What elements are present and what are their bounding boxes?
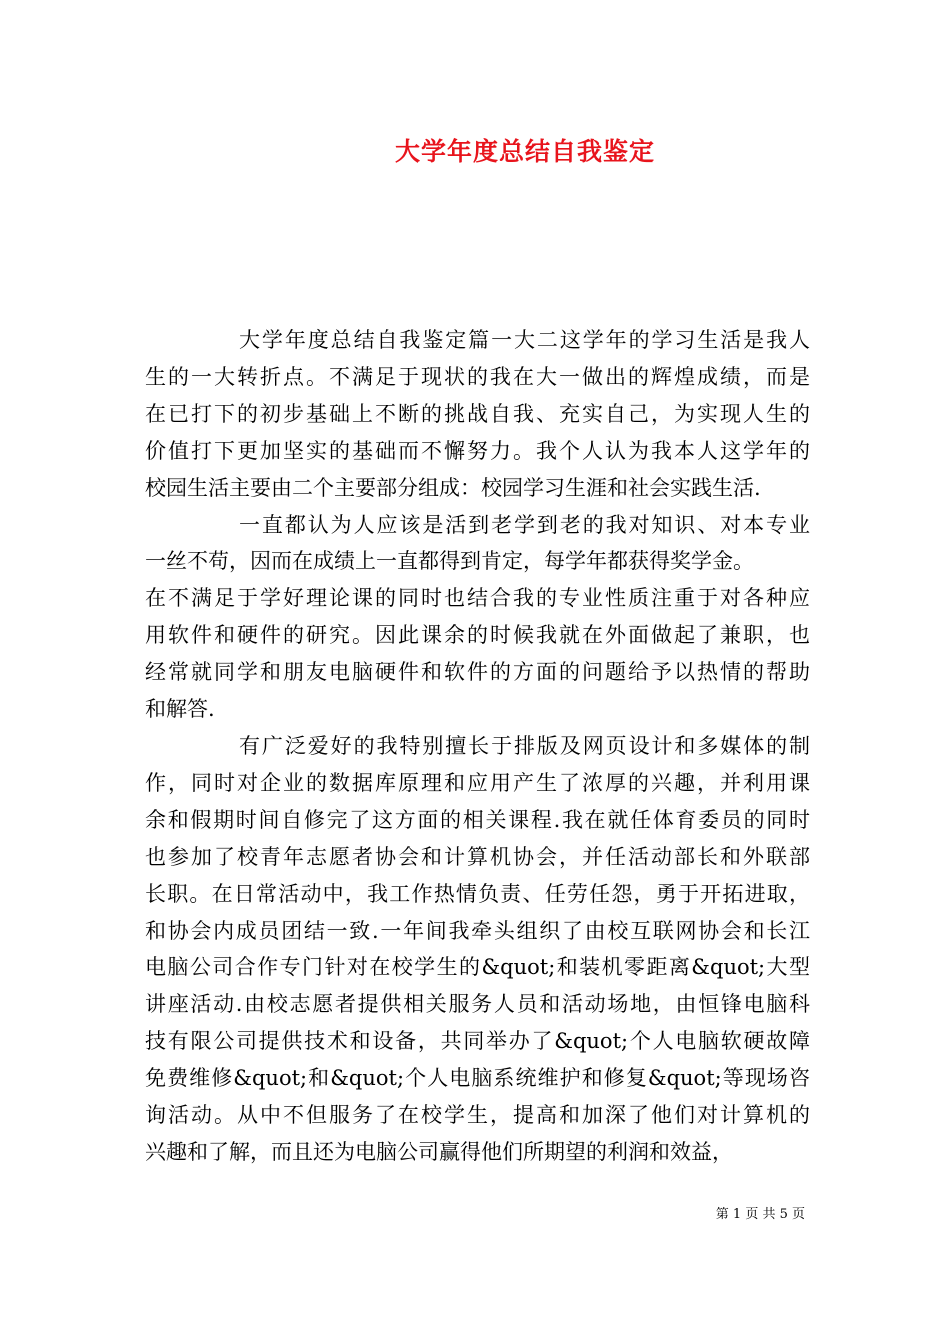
paragraph-2 [145, 507, 810, 728]
document-title: 大学年度总结自我鉴定 [394, 137, 655, 166]
text-line: 技有限公司提供技术和设备，共同举办了&quot;个人电脑软硬故障 [145, 1029, 810, 1054]
text-line: 价值打下更加坚实的基础而不懈努力。我个人认为我本人这学年的 [145, 438, 810, 463]
text-line: 余和假期时间自修完了这方面的相关课程.我在就任体育委员的同时 [145, 807, 810, 832]
document-body [145, 322, 810, 1171]
text-line: 和解答. [145, 697, 215, 722]
text-line: 生的一大转折点。不满足于现状的我在大一做出的辉煌成绩，而是 [145, 364, 810, 389]
text-line: 询活动。从中不但服务了在校学生，提高和加深了他们对计算机的 [145, 1103, 810, 1128]
text-line: 免费维修&quot;和&quot;个人电脑系统维护和修复&quot;等现场咨 [145, 1066, 810, 1091]
text-line: 一直都认为人应该是活到老学到老的我对知识、对本专业 [239, 512, 810, 537]
text-line: 兴趣和了解，而且还为电脑公司赢得他们所期望的利润和效益， [145, 1139, 733, 1164]
text-line: 在不满足于学好理论课的同时也结合我的专业性质注重于对各种应 [145, 586, 810, 611]
text-line: 作，同时对企业的数据库原理和应用产生了浓厚的兴趣，并利用课 [145, 770, 810, 795]
text-line: 校园生活主要由二个主要部分组成：校园学习生涯和社会实践生活. [145, 475, 761, 500]
text-line: 一丝不苟，因而在成绩上一直都得到肯定，每学年都获得奖学金。 [145, 549, 754, 574]
text-line: 和协会内成员团结一致.一年间我牵头组织了由校互联网协会和长江 [145, 918, 810, 943]
text-line: 长职。在日常活动中，我工作热情负责、任劳任怨，勇于开拓进取， [145, 881, 810, 906]
text-line: 也参加了校青年志愿者协会和计算机协会，并任活动部长和外联部 [145, 844, 810, 869]
text-line: 电脑公司合作专门针对在校学生的&quot;和装机零距离&quot;大型 [145, 955, 810, 980]
paragraph-1 [145, 322, 810, 507]
text-line: 在已打下的初步基础上不断的挑战自我、充实自己，为实现人生的 [145, 401, 810, 426]
text-line: 经常就同学和朋友电脑硬件和软件的方面的问题给予以热情的帮助 [145, 660, 810, 685]
page-footer: 第 1 页 共 5 页 [715, 1207, 805, 1222]
text-line: 讲座活动.由校志愿者提供相关服务人员和活动场地，由恒锋电脑科 [145, 992, 810, 1017]
paragraph-3 [145, 728, 810, 1171]
text-line: 用软件和硬件的研究。因此课余的时候我就在外面做起了兼职，也 [145, 623, 810, 648]
text-line: 有广泛爱好的我特别擅长于排版及网页设计和多媒体的制 [239, 733, 810, 758]
text-line: 大学年度总结自我鉴定篇一大二这学年的学习生活是我人 [239, 328, 810, 352]
